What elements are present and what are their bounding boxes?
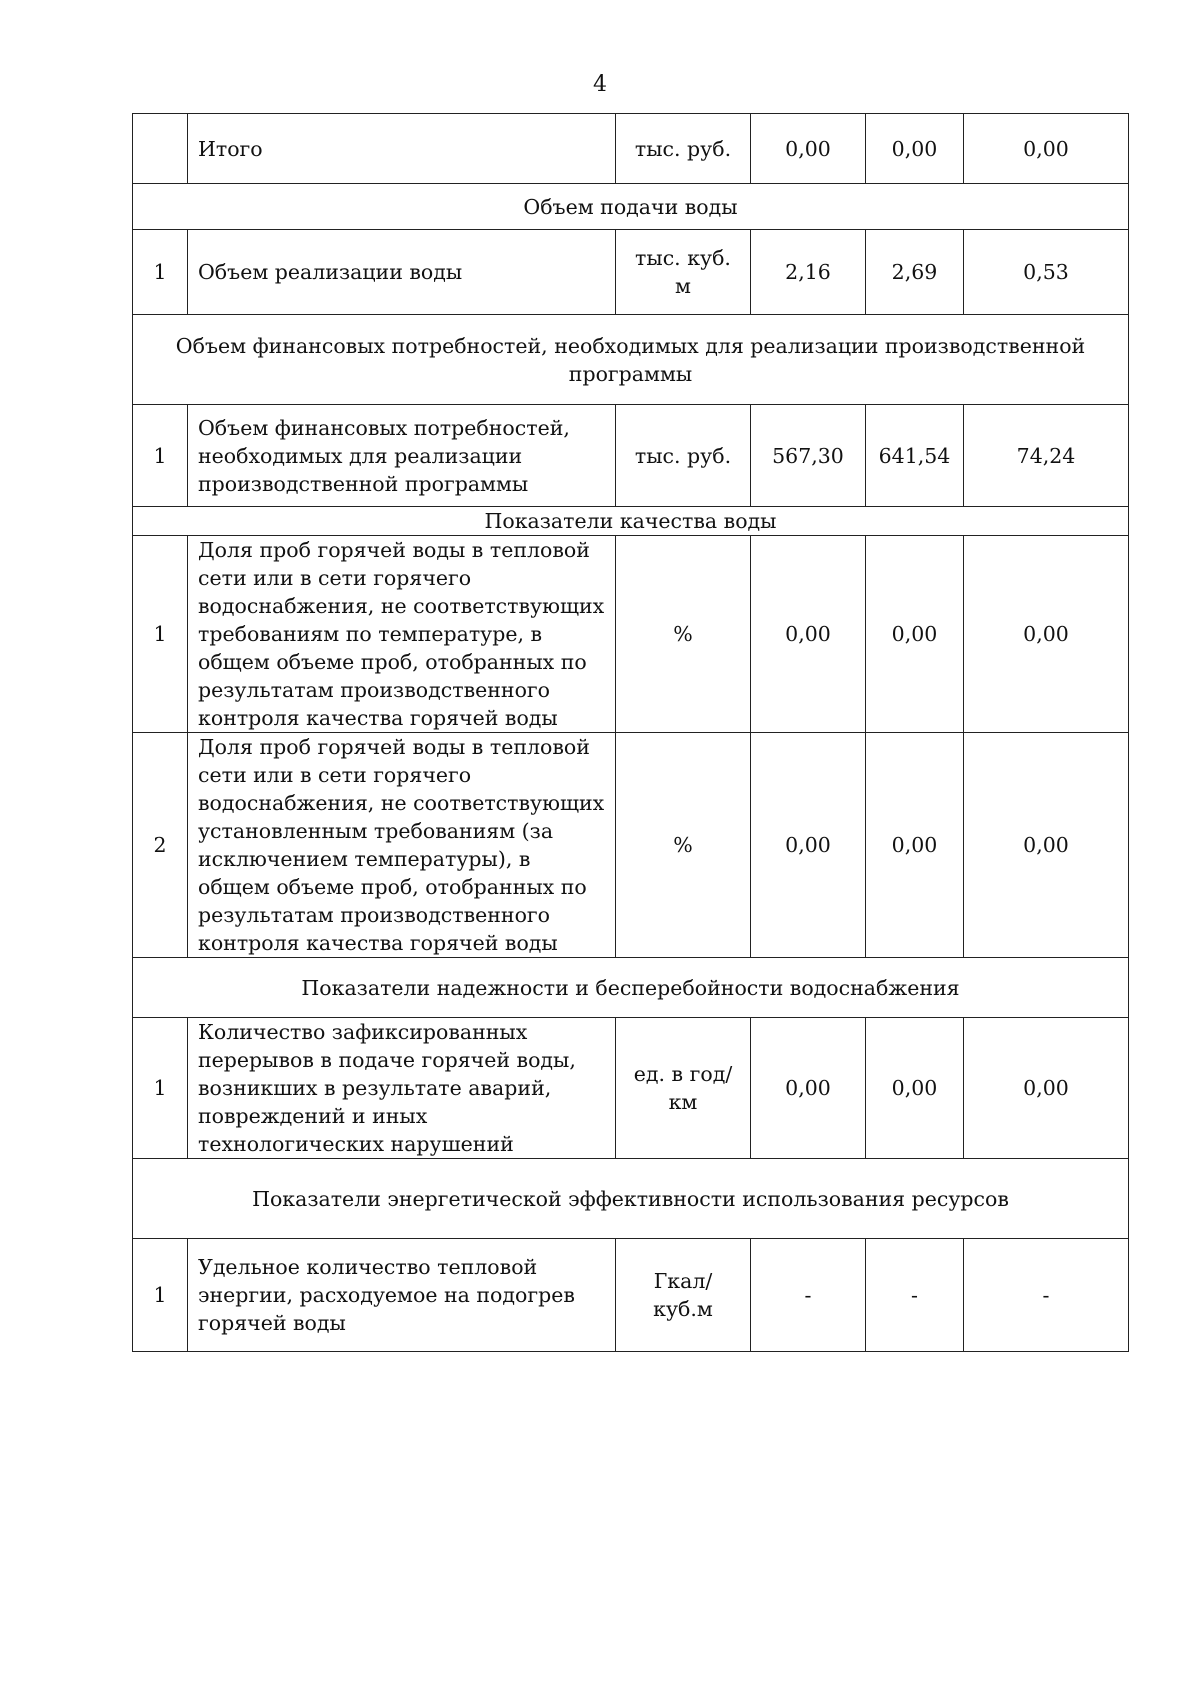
unit-of-measure: ед. в год/ км xyxy=(616,1018,751,1159)
section-title: Показатели качества воды xyxy=(133,507,1129,536)
unit-of-measure: Гкал/куб.м xyxy=(616,1239,751,1352)
value-3: 74,24 xyxy=(964,405,1129,507)
unit-of-measure: % xyxy=(616,536,751,733)
table-row xyxy=(133,405,1129,507)
value-3: 0,00 xyxy=(964,1018,1129,1159)
row-number: 1 xyxy=(133,230,188,315)
indicator-name: Объем реализации воды xyxy=(188,230,616,315)
value-3: 0,00 xyxy=(964,536,1129,733)
value-1: 0,00 xyxy=(751,733,866,958)
value-1: 2,16 xyxy=(751,230,866,315)
value-1: - xyxy=(751,1239,866,1352)
section-header-row xyxy=(133,184,1129,230)
row-number: 1 xyxy=(133,1018,188,1159)
value-2: - xyxy=(866,1239,964,1352)
value-2: 0,00 xyxy=(866,536,964,733)
unit-of-measure: тыс. руб. xyxy=(616,405,751,507)
table-row xyxy=(133,230,1129,315)
unit-of-measure: тыс. руб. xyxy=(616,114,751,184)
row-number: 1 xyxy=(133,405,188,507)
section-header-row xyxy=(133,507,1129,536)
section-header-row xyxy=(133,958,1129,1018)
value-3: 0,00 xyxy=(964,114,1129,184)
indicator-name: Доля проб горячей воды в тепловой сети или в сети горячего водоснабжения, не соответствующих требованиям по температуре, в общем объеме проб, отобранных по результатам производственного контроля качества горячей воды xyxy=(188,536,616,733)
table-row xyxy=(133,1018,1129,1159)
value-3: 0,00 xyxy=(964,733,1129,958)
table-row xyxy=(133,733,1129,958)
value-1: 0,00 xyxy=(751,114,866,184)
unit-of-measure: тыс. куб. м xyxy=(616,230,751,315)
page-number: 4 xyxy=(593,72,607,97)
unit-of-measure: % xyxy=(616,733,751,958)
table-row xyxy=(133,1239,1129,1352)
indicator-name: Количество зафиксированных перерывов в подаче горячей воды, возникших в результате аварий, повреждений и иных технологических нарушений xyxy=(188,1018,616,1159)
value-2: 2,69 xyxy=(866,230,964,315)
value-2: 0,00 xyxy=(866,1018,964,1159)
table-body xyxy=(133,114,1129,1352)
section-title: Объем финансовых потребностей, необходимых для реализации производственной программы xyxy=(133,315,1129,405)
value-2: 641,54 xyxy=(866,405,964,507)
section-title: Показатели энергетической эффективности использования ресурсов xyxy=(133,1159,1129,1239)
indicator-name: Итого xyxy=(188,114,616,184)
table-row xyxy=(133,536,1129,733)
section-header-row xyxy=(133,1159,1129,1239)
row-number xyxy=(133,114,188,184)
row-number: 2 xyxy=(133,733,188,958)
value-1: 567,30 xyxy=(751,405,866,507)
value-2: 0,00 xyxy=(866,114,964,184)
indicators-table xyxy=(132,113,1129,1352)
value-3: - xyxy=(964,1239,1129,1352)
value-1: 0,00 xyxy=(751,1018,866,1159)
section-title: Объем подачи воды xyxy=(133,184,1129,230)
value-2: 0,00 xyxy=(866,733,964,958)
section-header-row xyxy=(133,315,1129,405)
section-title: Показатели надежности и бесперебойности водоснабжения xyxy=(133,958,1129,1018)
row-number: 1 xyxy=(133,536,188,733)
table-row xyxy=(133,114,1129,184)
indicator-name: Объем финансовых потребностей, необходимых для реализации производственной программы xyxy=(188,405,616,507)
row-number: 1 xyxy=(133,1239,188,1352)
indicator-name: Удельное количество тепловой энергии, расходуемое на подогрев горячей воды xyxy=(188,1239,616,1352)
indicator-name: Доля проб горячей воды в тепловой сети или в сети горячего водоснабжения, не соответствующих установленным требованиям (за исключением температуры), в общем объеме проб, отобранных по результатам производственного контроля качества горячей воды xyxy=(188,733,616,958)
value-3: 0,53 xyxy=(964,230,1129,315)
value-1: 0,00 xyxy=(751,536,866,733)
